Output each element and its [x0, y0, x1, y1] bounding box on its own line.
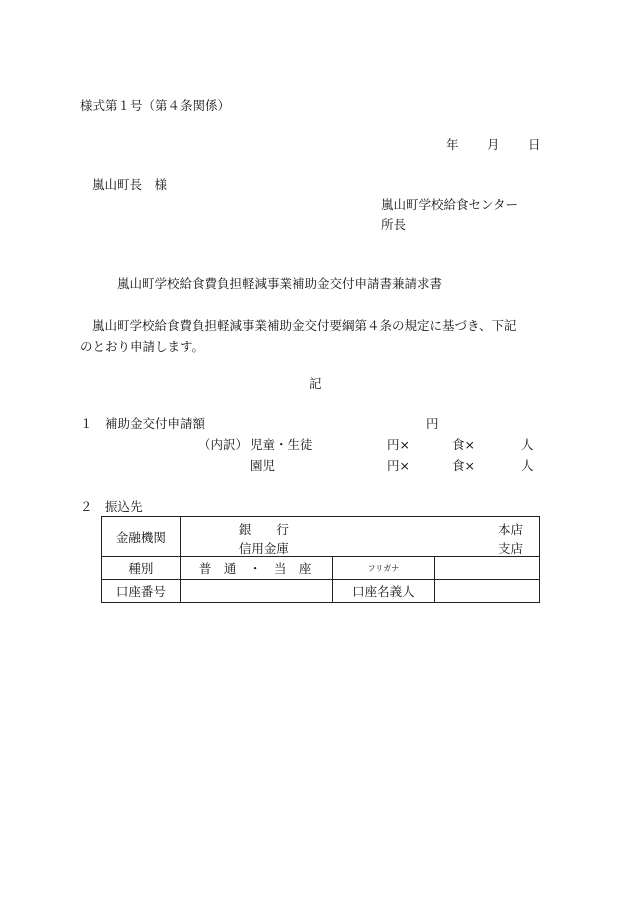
sender-org: 嵐山町学校給食センター: [381, 197, 519, 212]
breakdown-row-2-meals: 食×: [452, 458, 475, 473]
date-day: 日: [528, 137, 541, 152]
institution-label: 金融機関: [102, 517, 181, 557]
item1-label: 補助金交付申請額: [105, 416, 206, 431]
body-line-2: のとおり申請します。: [80, 339, 205, 354]
addressee: 嵐山町長 様: [92, 177, 168, 192]
account-type-row: [102, 557, 540, 580]
bank-institution-row: [102, 517, 540, 557]
credit-union-label: 信用金庫: [238, 540, 289, 556]
account-number-row: [102, 580, 540, 603]
body-line-1: 嵐山町学校給食費負担軽減事業補助金交付要綱第４条の規定に基づき、下記: [92, 318, 517, 333]
breakdown-row-2-people: 人: [521, 458, 534, 473]
breakdown-row-2-yen: 円×: [387, 458, 410, 473]
breakdown-row-2-name: 園児: [250, 458, 276, 473]
breakdown-row-1-people: 人: [521, 437, 534, 452]
account-holder-label: 口座名義人: [332, 580, 435, 603]
institution-cell[interactable]: [180, 517, 539, 557]
item2-label: 振込先: [105, 499, 143, 514]
type-value[interactable]: 普 通 ・ 当 座: [180, 557, 332, 580]
furigana-field[interactable]: [435, 557, 540, 580]
item1-number: １: [80, 416, 93, 431]
sender-title: 所長: [381, 217, 407, 232]
bank-label: 銀 行: [238, 521, 289, 537]
account-number-label: 口座番号: [102, 580, 181, 603]
breakdown-label: （内訳）: [198, 437, 249, 452]
account-holder-field[interactable]: [435, 580, 540, 603]
breakdown-row-1-name: 児童・生徒: [250, 437, 313, 452]
document-title: 嵐山町学校給食費負担軽減事業補助金交付申請書兼請求書: [117, 276, 443, 291]
item2-number: ２: [80, 499, 93, 514]
type-label: 種別: [102, 557, 181, 580]
account-number-field[interactable]: [180, 580, 332, 603]
furigana-label: フリガナ: [332, 557, 435, 580]
date-month: 月: [487, 137, 500, 152]
date-year: 年: [446, 137, 459, 152]
ki-heading: 記: [309, 376, 322, 391]
breakdown-row-1-meals: 食×: [452, 437, 475, 452]
head-office-label: 本店: [497, 521, 523, 537]
item1-yen: 円: [426, 416, 439, 431]
form-number: 様式第１号（第４条関係）: [80, 98, 231, 113]
bank-account-table: [101, 516, 540, 603]
branch-label: 支店: [497, 540, 523, 556]
breakdown-row-1-yen: 円×: [387, 437, 410, 452]
